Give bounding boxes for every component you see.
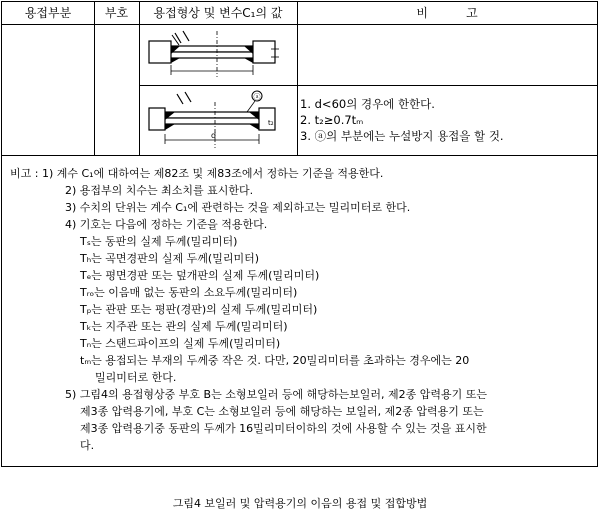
remark-line-14: 5) 그림4의 용접형상중 부호 B는 소형보일러 등에 해당하는보일러, 제2종 압력용기 또는 (65, 388, 487, 401)
figure-caption: 그림4 보일러 및 압력용기의 이음의 용접 및 접합방법 (172, 497, 428, 510)
row-b-note-2: 2. t₂≥0.7tₘ (300, 113, 364, 127)
remark-line-7: Tₑ는 평면경판 또는 덮개판의 실제 두께(밀리미터) (80, 269, 320, 282)
label-a: ⓐ (253, 93, 261, 101)
remarks-block (10, 165, 595, 454)
weld-figure-a (147, 27, 282, 81)
header-weld-shape: 용접형상 및 변수C₁의 값 (153, 6, 283, 20)
col-divider-3 (297, 2, 298, 155)
header-divider (2, 24, 597, 25)
header-weld-part: 용접부분 (24, 6, 72, 20)
col-divider-2 (139, 2, 140, 155)
remark-line-12: tₘ는 용접되는 부재의 두께중 작은 것. 다만, 20밀리미터를 초과하는 경우에는 20 (80, 354, 470, 367)
remark-line-9: Tₚ는 관판 또는 평판(경판)의 실제 두께(밀리미터) (80, 303, 318, 316)
remark-line-11: Tₙ는 스탠드파이프의 실제 두께(밀리미터) (80, 337, 281, 350)
weld-figure-b (147, 88, 282, 152)
remark-line-13: 밀리미터로 한다. (95, 371, 177, 384)
table-frame (1, 1, 598, 467)
row-b-note-1: 1. d<60의 경우에 한한다. (300, 97, 435, 111)
header-remarks: 비 고 (416, 6, 478, 20)
remark-line-5: Tₛ는 동판의 실제 두께(밀리미터) (80, 235, 238, 248)
row-b-note-3: 3. ⓐ의 부분에는 누설방지 용접을 할 것. (300, 129, 504, 143)
remark-line-15: 제3종 압력용기에, 부호 C는 소형보일러 등에 해당하는 보일러, 제2종 압력용기 또는 (80, 405, 484, 418)
remark-line-17: 다. (80, 439, 95, 452)
remark-line-10: Tₖ는 지주관 또는 관의 실제 두께(밀리미터) (80, 320, 288, 333)
remark-line-6: Tₕ는 곡면경판의 실제 두께(밀리미터) (80, 252, 260, 265)
header-code: 부호 (104, 6, 129, 20)
remark-line-3: 3) 수치의 단위는 계수 C₁에 관련하는 것을 제외하고는 밀리미터로 한다. (65, 201, 411, 214)
row-b-notes (300, 96, 504, 144)
label-t2: t₂ (268, 119, 274, 127)
col-divider-1 (94, 2, 95, 155)
remark-line-2: 2) 용접부의 치수는 최소치를 표시한다. (65, 184, 254, 197)
remark-line-4: 4) 기호는 다음에 정하는 기준을 적용한다. (65, 218, 268, 231)
row-divider (139, 85, 597, 86)
remarks-divider (2, 155, 597, 156)
remark-line-16: 제3종 압력용기중 동판의 두께가 16밀리미터이하의 것에 사용할 수 있는 것을 표시한 (80, 422, 487, 435)
remark-line-1: 비고 : 1) 계수 C₁에 대하여는 제82조 및 제83조에서 정하는 기준을 적용한다. (10, 167, 384, 180)
remark-line-8: Tᵣₒ는 이음매 없는 동판의 소요두께(밀리미터) (80, 286, 298, 299)
label-d: d (211, 131, 217, 140)
